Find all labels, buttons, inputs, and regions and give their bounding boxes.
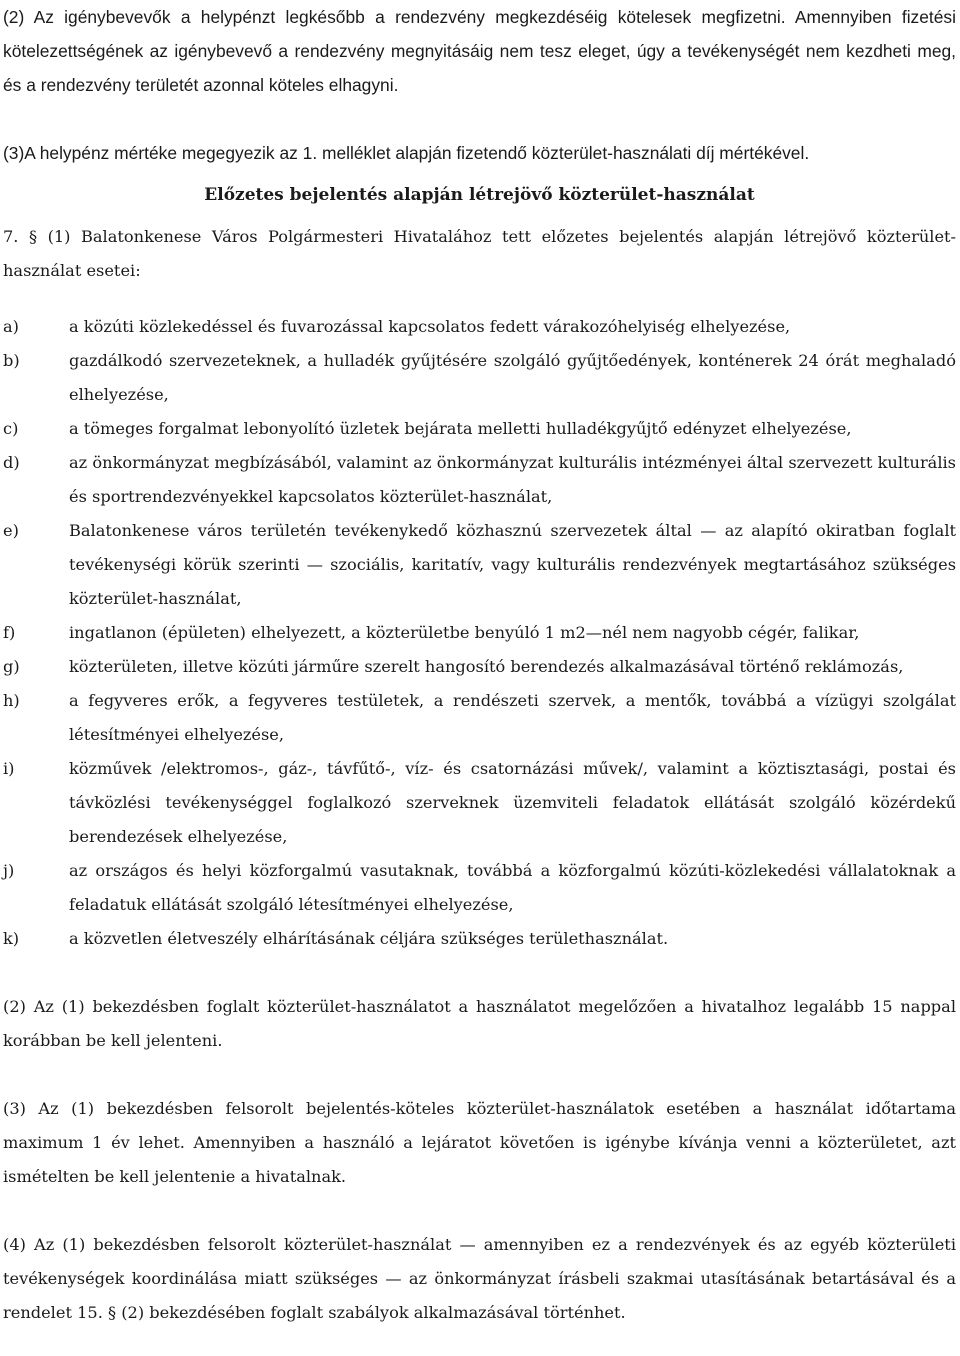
- list-item-text: a közúti közlekedéssel és fuvarozással kapcsolatos fedett várakozóhelyiség elhelyezése,: [69, 317, 791, 336]
- list-item-label: j): [3, 861, 15, 880]
- list-item: [3, 752, 956, 854]
- list-item-text: a fegyveres erők, a fegyveres testületek, a rendészeti szervek, a mentők, továbbá a vízügyi szolgálat létesítményei elhelyezése,: [69, 691, 956, 744]
- paragraph-helypenz-amount: (3)A helypénz mértéke megegyezik az 1. melléklet alapján fizetendő közterület-használati díj mértékével.: [3, 143, 810, 163]
- paragraph-7-4: (4) Az (1) bekezdésben felsorolt közterület-használat — amennyiben ez a rendezvények és az egyéb közterületi tevékenységek koordinálása miatt szükséges — az önkormányzat írásbeli szakmai utasításának betartásával és a rendelet 15. § (2) bekezdésében foglalt szabályok alkalmazásával történhet.: [3, 1235, 956, 1322]
- paragraph-7-2: (2) Az (1) bekezdésben foglalt közterület-használatot a használatot megelőzően a hivatalhoz legalább 15 nappal korábban be kell jelenteni.: [3, 997, 956, 1050]
- list-item: [3, 650, 956, 684]
- list-item-label: h): [3, 691, 20, 710]
- list-item-text: gazdálkodó szervezeteknek, a hulladék gyűjtésére szolgáló gyűjtőedények, konténerek 24 órát meghaladó elhelyezése,: [69, 351, 956, 404]
- section-heading: Előzetes bejelentés alapján létrejövő közterület-használat: [204, 185, 755, 205]
- list-item-label: g): [3, 657, 20, 676]
- section-7-intro: 7. § (1) Balatonkenese Város Polgármesteri Hivatalához tett előzetes bejelentés alapján létrejövő közterület-használat esetei:: [3, 227, 956, 280]
- list-item: [3, 854, 956, 922]
- list-item: [3, 922, 956, 956]
- list-item-text: közművek /elektromos-, gáz-, távfűtő-, víz- és csatornázási művek/, valamint a köztisztasági, postai és távközlési tevékenységgel foglalkozó szerveknek üzemviteli feladatok ellátását szolgáló közérdekű berendezések elhelyezése,: [69, 759, 956, 846]
- usage-cases-list: [3, 310, 956, 956]
- list-item: [3, 412, 956, 446]
- list-item-label: f): [3, 623, 16, 642]
- list-item-label: k): [3, 929, 20, 948]
- list-item-label: b): [3, 351, 20, 370]
- list-item: [3, 446, 956, 514]
- list-item-text: közterületen, illetve közúti járműre szerelt hangosító berendezés alkalmazásával történő reklámozás,: [69, 657, 904, 676]
- list-item-label: c): [3, 419, 19, 438]
- list-item: [3, 514, 956, 616]
- list-item-label: i): [3, 759, 15, 778]
- list-item: [3, 344, 956, 412]
- list-item: [3, 684, 956, 752]
- paragraph-7-3: (3) Az (1) bekezdésben felsorolt bejelentés-köteles közterület-használatok esetében a használat időtartama maximum 1 év lehet. Amennyiben a használó a lejáratot követően is igénybe kívánja venni a közterületet, azt ismételten be kell jelentenie a hivatalnak.: [3, 1099, 956, 1186]
- list-item-text: Balatonkenese város területén tevékenykedő közhasznú szervezetek által — az alapító okiratban foglalt tevékenységi körük szerinti — szociális, karitatív, vagy kulturális rendezvények megtartásához szükséges közterület-használat,: [69, 521, 956, 608]
- list-item-label: e): [3, 521, 19, 540]
- paragraph-helypenz-payment: (2) Az igénybevevők a helypénzt legkésőbb a rendezvény megkezdéséig kötelesek megfizetni. Amennyiben fizetési kötelezettségének az igénybevevő a rendezvény megnyitásáig nem tesz eleget, úgy a tevékenységét nem kezdheti meg, és a rendezvény területét azonnal köteles elhagyni.: [3, 7, 956, 95]
- list-item-text: az országos és helyi közforgalmú vasutaknak, továbbá a közforgalmú közúti-közlekedési vállalatoknak a feladatuk ellátását szolgáló létesítményei elhelyezése,: [69, 861, 956, 914]
- list-item-text: a tömeges forgalmat lebonyolító üzletek bejárata melletti hulladékgyűjtő edényzet elhelyezése,: [69, 419, 852, 438]
- document-page: [3, 0, 956, 1330]
- list-item: [3, 310, 956, 344]
- list-item-label: d): [3, 453, 20, 472]
- list-item: [3, 616, 956, 650]
- list-item-text: a közvetlen életveszély elhárításának céljára szükséges területhasználat.: [69, 929, 669, 948]
- list-item-text: ingatlanon (épületen) elhelyezett, a közterületbe benyúló 1 m2—nél nem nagyobb cégér, falikar,: [69, 623, 860, 642]
- list-item-label: a): [3, 317, 19, 336]
- list-item-text: az önkormányzat megbízásából, valamint az önkormányzat kulturális intézményei által szervezett kulturális és sportrendezvényekkel kapcsolatos közterület-használat,: [69, 453, 956, 506]
